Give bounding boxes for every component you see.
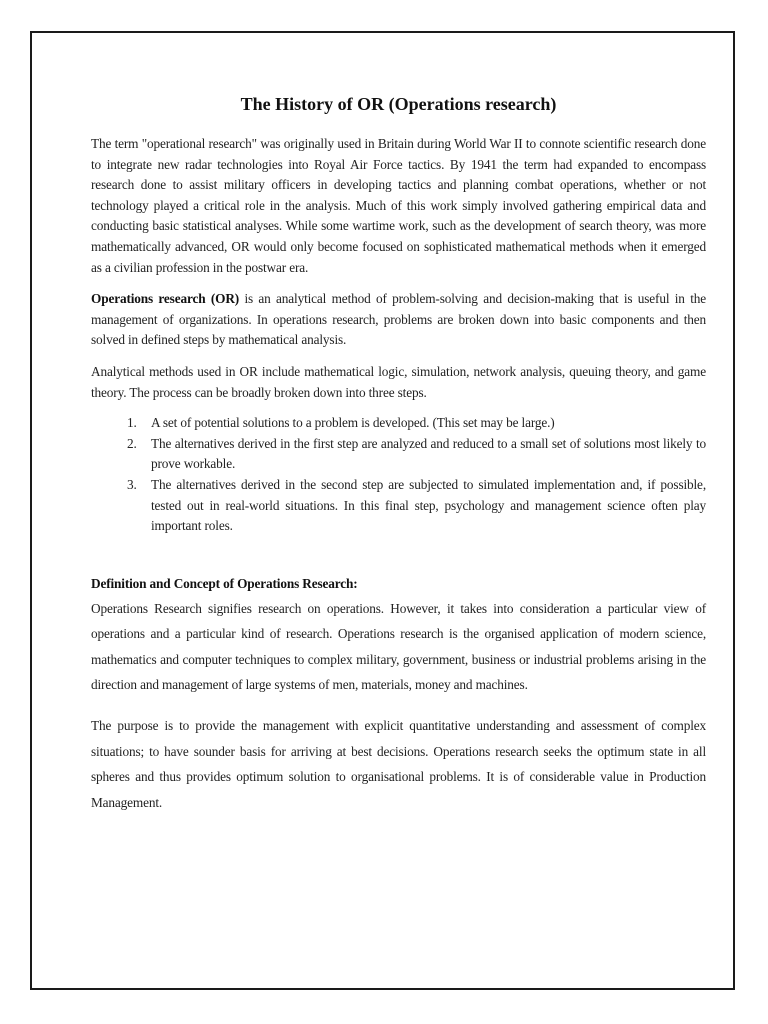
or-term: Operations research (OR) <box>91 291 240 307</box>
list-item <box>91 434 706 475</box>
list-item <box>91 413 706 434</box>
steps-list <box>91 413 706 537</box>
list-item <box>91 475 706 537</box>
list-item-text: A set of potential solutions to a problem is developed. (This set may be large.) <box>151 415 555 431</box>
list-item-number: 1. <box>127 415 137 431</box>
list-item-number: 2. <box>127 435 137 451</box>
list-item-number: 3. <box>127 476 137 492</box>
section-heading: Definition and Concept of Operations Research: <box>91 575 358 591</box>
document-title: The History of OR (Operations research) <box>240 94 557 114</box>
or-definition-paragraph <box>91 289 706 351</box>
methods-paragraph: Analytical methods used in OR include mathematical logic, simulation, network analysis, queuing theory, and game theory. The process can be broadly broken down into three steps. <box>91 363 706 400</box>
history-paragraph: The term "operational research" was originally used in Britain during World War II to connote scientific research done to integrate new radar technologies into Royal Air Force tactics. By 1941 the term had expanded to encompass research done to assist military officers in developing tactics and planning combat operations, whether or not technology played a critical role in the analysis. Much of this work simply involved gathering empirical data and conducting basic statistical analyses. While some wartime work, such as the development of search theory, was more mathematically advanced, OR would only become focused on sophisticated mathematical methods when it emerged as a civilian profession in the postwar era. <box>91 136 706 275</box>
purpose-paragraph: The purpose is to provide the management with explicit quantitative understanding and assessment of complex situations; to have sounder basis for arriving at best decisions. Operations research seeks the optimum state in all spheres and thus provides optimum solution to organisational problems. It is of considerable value in Production Management. <box>91 718 706 810</box>
list-item-text: The alternatives derived in the second step are subjected to simulated implementation and, if possible, tested out in real-world situations. In this final step, psychology and management science often play important roles. <box>151 476 706 534</box>
document-body <box>91 92 706 815</box>
definition-paragraph: Operations Research signifies research on operations. However, it takes into consideration a particular view of operations and a particular kind of research. Operations research is the organised application of modern science, mathematics and computer techniques to complex military, government, business or industrial problems arising in the direction and management of large systems of men, materials, money and machines. <box>91 600 706 693</box>
list-item-text: The alternatives derived in the first step are analyzed and reduced to a small set of solutions most likely to prove workable. <box>151 435 706 472</box>
or-definition-text: is an analytical method of problem-solving and decision-making that is useful in the management of organizations. In operations research, problems are broken down into basic components and then solved in defined steps by mathematical analysis. <box>91 291 706 348</box>
